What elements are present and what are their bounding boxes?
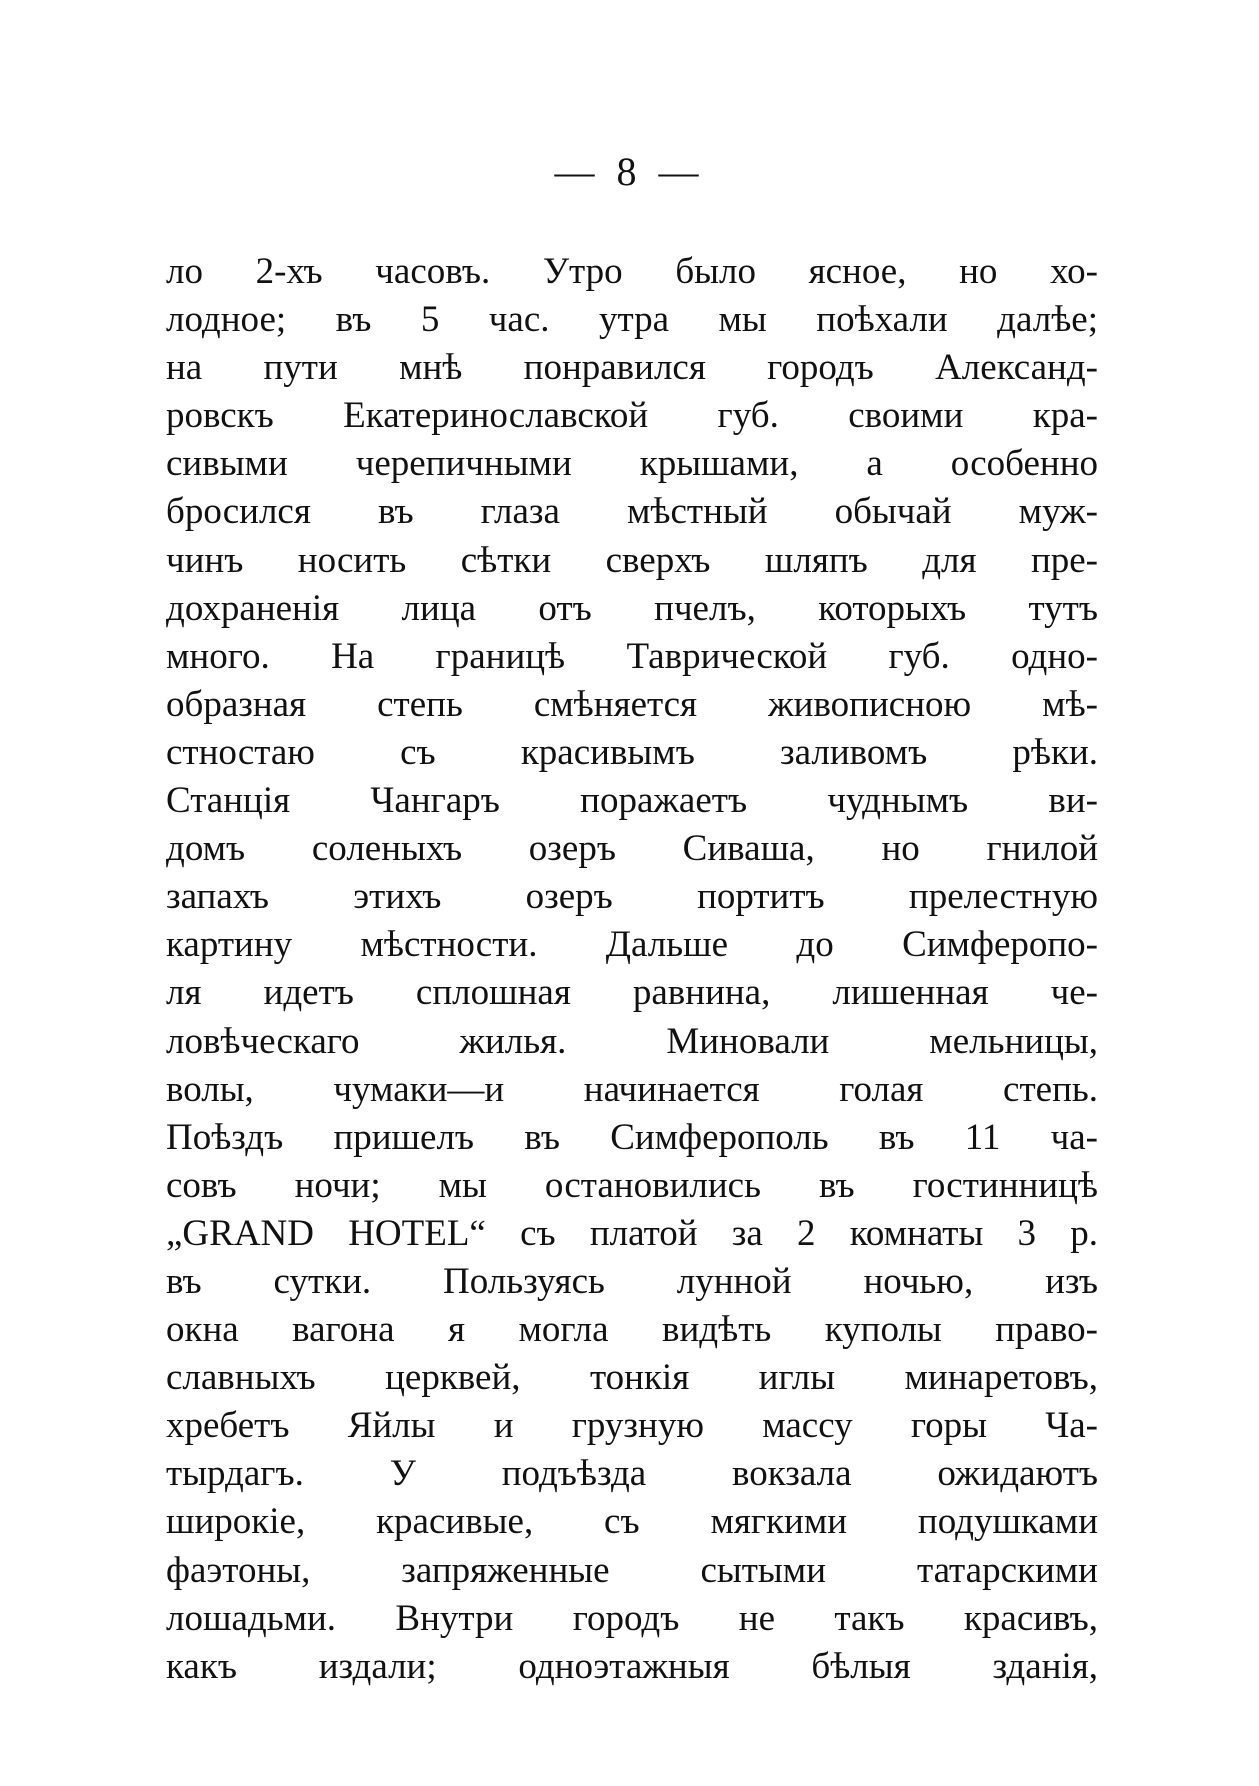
text-line: Поѣздъ пришелъ въ Симферополь въ 11 ча-: [166, 1116, 1098, 1158]
text-line: запахъ этихъ озеръ портитъ прелестную: [166, 876, 1098, 918]
text-line: хребетъ Яйлы и грузную массу горы Ча-: [166, 1405, 1098, 1447]
text-line: ля идетъ сплошная равнина, лишенная че-: [166, 972, 1098, 1014]
text-line: дохраненія лица отъ пчелъ, которыхъ тутъ: [166, 587, 1098, 629]
text-line: много. На границѣ Таврической губ. одно-: [166, 635, 1098, 677]
text-line: какъ издали; одноэтажныя бѣлыя зданія,: [166, 1645, 1098, 1687]
text-line: въ сутки. Пользуясь лунной ночью, изъ: [166, 1260, 1098, 1302]
page-number: — 8 —: [554, 149, 705, 194]
text-line: бросился въ глаза мѣстный обычай муж-: [166, 491, 1098, 533]
text-line: чинъ носить сѣтки сверхъ шляпъ для пре-: [166, 539, 1098, 581]
text-line: на пути мнѣ понравился городъ Александ-: [166, 347, 1098, 389]
text-line: домъ соленыхъ озеръ Сиваша, но гнилой: [166, 828, 1098, 870]
text-line: широкіе, красивые, съ мягкими подушками: [166, 1501, 1098, 1543]
text-line: волы, чумаки—и начинается голая степь.: [166, 1068, 1098, 1110]
text-line: славныхъ церквей, тонкія иглы минаретовъ,: [166, 1357, 1098, 1399]
text-line: стностаю съ красивымъ заливомъ рѣки.: [166, 731, 1098, 773]
text-line: ровскъ Екатеринославской губ. своими кра-: [166, 395, 1098, 437]
text-line: ло 2-хъ часовъ. Утро было ясное, но хо-: [166, 251, 1098, 292]
text-line: совъ ночи; мы остановились въ гостинницѣ: [166, 1164, 1098, 1206]
text-line: образная степь смѣняется живописною мѣ-: [166, 683, 1098, 725]
text-line: картину мѣстности. Дальше до Симферопо-: [166, 924, 1098, 966]
text-line: сивыми черепичными крышами, а особенно: [166, 443, 1098, 485]
text-line: „GRAND HOTEL“ съ платой за 2 комнаты 3 р.: [166, 1212, 1098, 1254]
text-line: лодное; въ 5 час. утра мы поѣхали далѣе;: [166, 299, 1098, 341]
text-line: фаэтоны, запряженные сытыми татарскими: [166, 1549, 1098, 1591]
text-line: тырдагъ. У подъѣзда вокзала ожидаютъ: [166, 1453, 1098, 1495]
text-line: ловѣческаго жилья. Миновали мельницы,: [166, 1020, 1098, 1062]
body-text: [166, 248, 1098, 1691]
text-line: окна вагона я могла видѣть куполы право-: [166, 1309, 1098, 1351]
text-line: Станція Чангаръ поражаетъ чуднымъ ви-: [166, 780, 1098, 822]
text-line: лошадьми. Внутри городъ не такъ красивъ,: [166, 1597, 1098, 1639]
